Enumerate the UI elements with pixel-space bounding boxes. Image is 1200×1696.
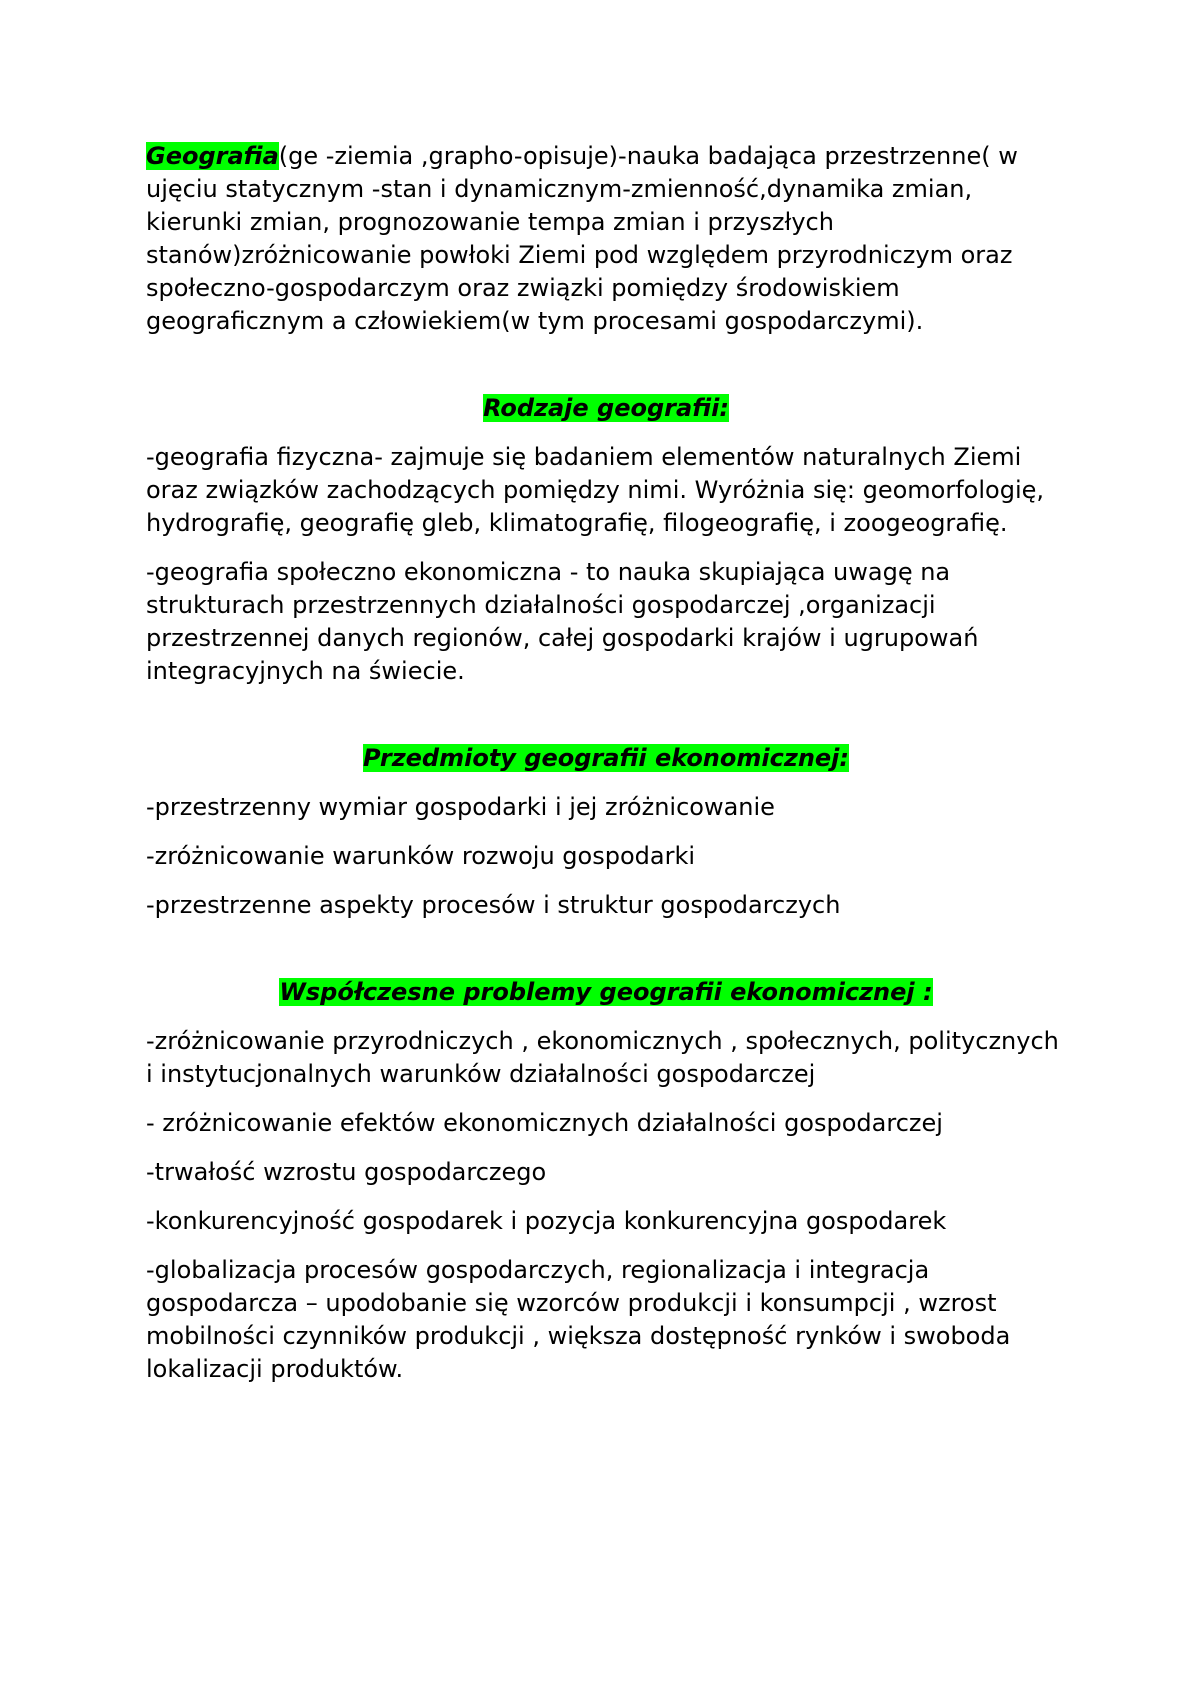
list-item: -konkurencyjność gospodarek i pozycja konkurencyjna gospodarek	[146, 1207, 947, 1235]
list-item: -zróżnicowanie przyrodniczych , ekonomicznych , społecznych, politycznych i instytucjonalnych warunków działalności gospodarczej	[146, 1027, 1059, 1088]
section-heading	[146, 392, 1066, 425]
list-item: -zróżnicowanie warunków rozwoju gospodarki	[146, 842, 696, 870]
section-heading	[146, 976, 1066, 1009]
list-item: -geografia społeczno ekonomiczna - to nauka skupiająca uwagę na strukturach przestrzennych działalności gospodarczej ,organizacji przestrzennej danych regionów, całej gospodarki krajów i ugrupowań integracyjnych na świecie.	[146, 558, 979, 685]
list-item: -globalizacja procesów gospodarczych, regionalizacja i integracja gospodarcza – upodobanie się wzorców produkcji i konsumpcji , wzrost mobilności czynników produkcji , większa dostępność rynków i swoboda lokalizacji produktów.	[146, 1256, 1011, 1383]
section-rodzaje-geografii	[146, 392, 1066, 688]
list-item: -geografia fizyczna- zajmuje się badaniem elementów naturalnych Ziemi oraz związków zachodzących pomiędzy nimi. Wyróżnia się: geomorfologię, hydrografię, geografię gleb, klimatografię, filogeografię, i zoogeografię.	[146, 443, 1045, 537]
document-page	[146, 140, 1066, 1402]
list-item: -przestrzenny wymiar gospodarki i jej zróżnicowanie	[146, 793, 775, 821]
section-wspolczesne-problemy	[146, 976, 1066, 1386]
section-heading-text: Przedmioty geografii ekonomicznej:	[363, 744, 849, 772]
intro-paragraph	[146, 140, 1066, 338]
intro-term: Geografia	[146, 142, 279, 170]
spacer	[146, 338, 1066, 392]
section-heading-text: Współczesne problemy geografii ekonomicznej :	[279, 978, 933, 1006]
spacer	[146, 938, 1066, 976]
section-heading	[146, 742, 1066, 775]
list-item: -przestrzenne aspekty procesów i struktur gospodarczych	[146, 891, 841, 919]
section-heading-text: Rodzaje geografii:	[483, 394, 729, 422]
intro-definition: (ge -ziemia ,grapho-opisuje)-nauka badająca przestrzenne( w ujęciu statycznym -stan i dynamicznym-zmienność,dynamika zmian, kierunki zmian, prognozowanie tempa zmian i przyszłych stanów)zróżnicowanie powłoki Ziemi pod względem przyrodniczym oraz społeczno-gospodarczym oraz związki pomiędzy środowiskiem geograficznym a człowiekiem(w tym procesami gospodarczymi).	[146, 142, 1018, 335]
spacer	[146, 704, 1066, 742]
list-item: -trwałość wzrostu gospodarczego	[146, 1158, 547, 1186]
list-item: - zróżnicowanie efektów ekonomicznych działalności gospodarczej	[146, 1109, 943, 1137]
section-przedmioty	[146, 742, 1066, 922]
